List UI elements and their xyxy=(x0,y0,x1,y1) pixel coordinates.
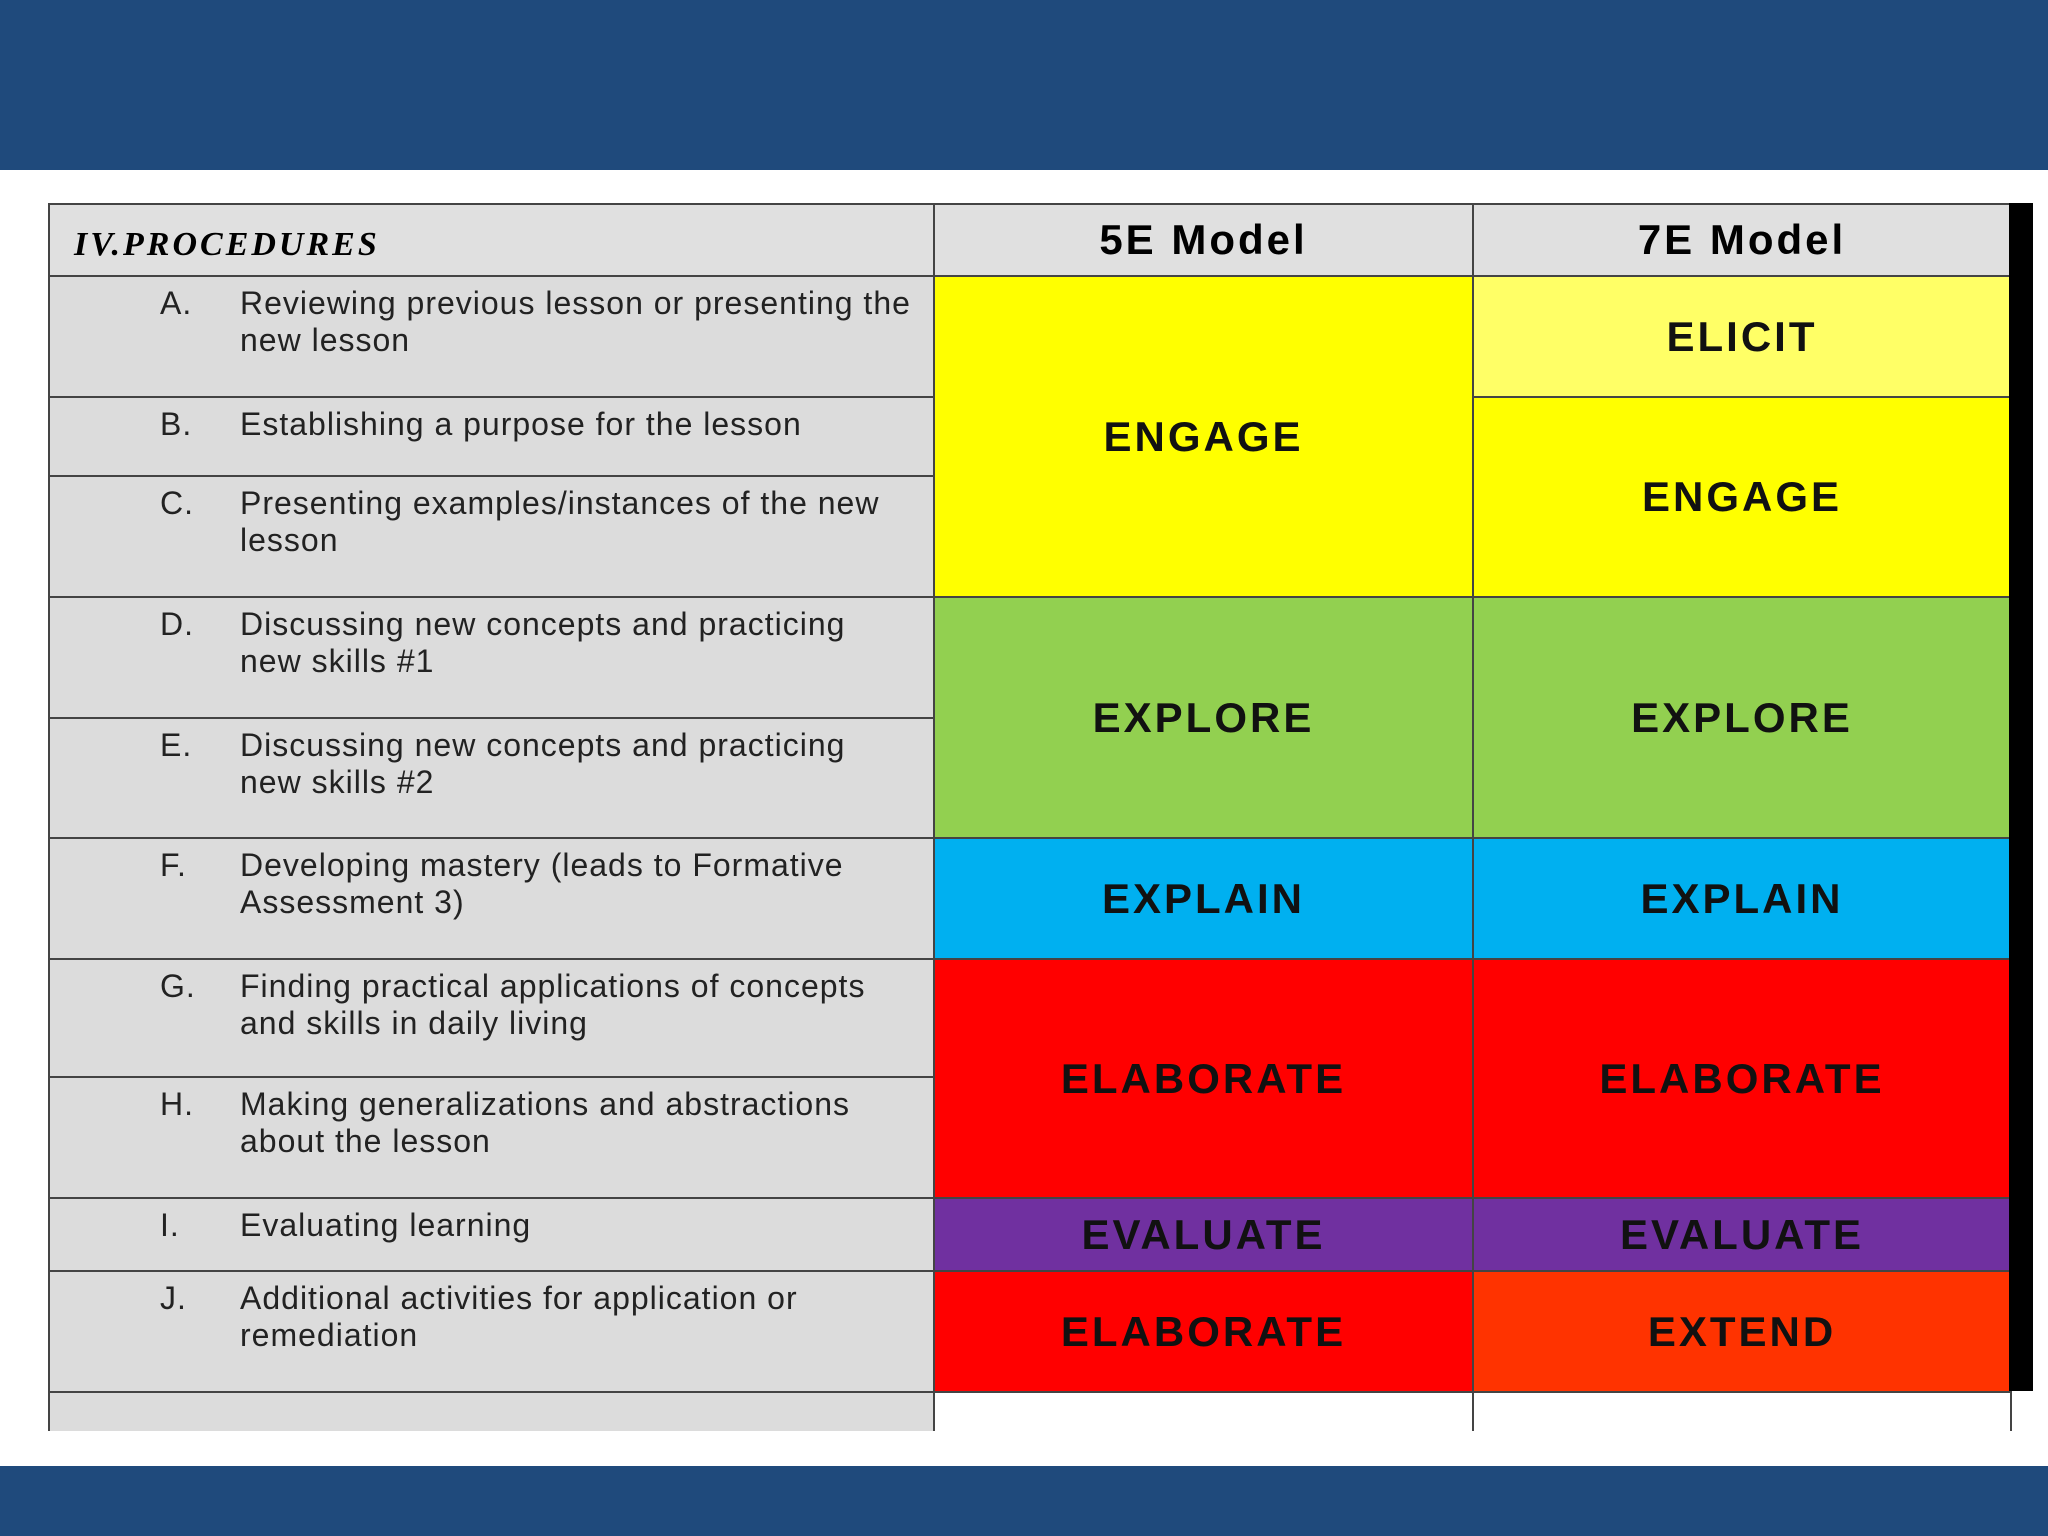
procedures-table xyxy=(48,203,2033,1431)
empty-cell xyxy=(934,1392,1473,1431)
phase-7e-elicit: ELICIT xyxy=(1473,276,2011,397)
model-5e-header: 5E Model xyxy=(934,204,1473,276)
procedure-row xyxy=(49,718,934,838)
procedure-text: Evaluating learning xyxy=(240,1207,532,1243)
procedure-text: Reviewing previous lesson or presenting the new lesson xyxy=(240,285,911,358)
procedure-row xyxy=(49,959,934,1077)
empty-cell xyxy=(49,1392,934,1431)
procedure-row xyxy=(49,1198,934,1271)
procedure-row xyxy=(49,838,934,959)
procedure-text: Developing mastery (leads to Formative Assessment 3) xyxy=(240,847,844,920)
procedure-text: Finding practical applications of concepts and skills in daily living xyxy=(240,968,866,1041)
phase-5e-elaborate: ELABORATE xyxy=(934,959,1473,1198)
phase-5e-engage: ENGAGE xyxy=(934,276,1473,597)
procedure-row xyxy=(49,397,934,476)
procedure-letter: H. xyxy=(160,1086,194,1122)
bottom-banner xyxy=(0,1466,2048,1536)
model-7e-header: 7E Model xyxy=(1473,204,2011,276)
phase-7e-elaborate: ELABORATE xyxy=(1473,959,2011,1198)
procedure-letter: I. xyxy=(160,1207,180,1243)
phase-5e-evaluate: EVALUATE xyxy=(934,1198,1473,1271)
procedures-header: IV.PROCEDURES xyxy=(49,204,934,276)
empty-cell xyxy=(1473,1392,2011,1431)
procedure-letter: D. xyxy=(160,606,194,642)
procedure-row xyxy=(49,276,934,397)
procedure-letter: A. xyxy=(160,285,193,321)
phase-5e-explain: EXPLAIN xyxy=(934,838,1473,959)
procedure-row xyxy=(49,1077,934,1198)
phase-7e-explore: EXPLORE xyxy=(1473,597,2011,838)
phase-7e-engage: ENGAGE xyxy=(1473,397,2011,597)
procedure-text: Presenting examples/instances of the new lesson xyxy=(240,485,880,558)
procedure-letter: G. xyxy=(160,968,196,1004)
procedure-letter: J. xyxy=(160,1280,187,1316)
procedure-text: Discussing new concepts and practicing new skills #1 xyxy=(240,606,846,679)
procedure-letter: B. xyxy=(160,406,193,442)
procedure-letter: C. xyxy=(160,485,194,521)
phase-7e-extend: EXTEND xyxy=(1473,1271,2011,1392)
phase-5e-elaborate-2: ELABORATE xyxy=(934,1271,1473,1392)
procedure-text: Establishing a purpose for the lesson xyxy=(240,406,802,442)
procedure-letter: E. xyxy=(160,727,193,763)
table-right-border xyxy=(2009,203,2033,1391)
procedure-text: Discussing new concepts and practicing new skills #2 xyxy=(240,727,846,800)
phase-7e-evaluate: EVALUATE xyxy=(1473,1198,2011,1271)
procedure-row xyxy=(49,1271,934,1392)
procedure-text: Additional activities for application or remediation xyxy=(240,1280,798,1353)
phase-7e-explain: EXPLAIN xyxy=(1473,838,2011,959)
procedure-letter: F. xyxy=(160,847,187,883)
procedure-row xyxy=(49,597,934,718)
phase-5e-explore: EXPLORE xyxy=(934,597,1473,838)
top-banner xyxy=(0,0,2048,170)
procedure-text: Making generalizations and abstractions about the lesson xyxy=(240,1086,850,1159)
procedure-row xyxy=(49,476,934,597)
